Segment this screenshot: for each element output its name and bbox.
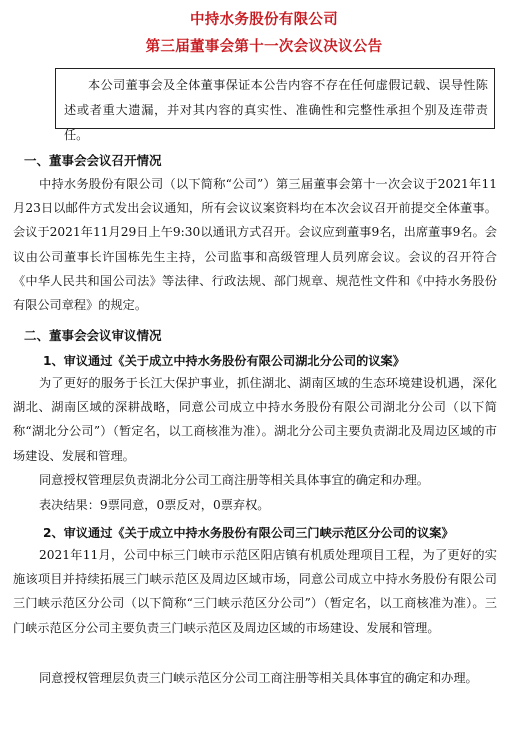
resolution-paragraph-sanmenxia-branch: 2021年11月，公司中标三门峡市示范区阳店镇有机质处理项目工程，为了更好的实施该项目并持续拓展三门峡示范区及周边区域市场，同意公司成立中持水务股份有限公司三门峡示范区分公司（以下简称“三门峡示范区分公司”）（暂定名，以工商核准为准）。三门峡示范区分公司主要负责三门峡示范区及周边区域的市场建设、发展和管理。: [13, 548, 497, 635]
section-heading-meeting-convening: 一、董事会会议召开情况: [24, 153, 162, 168]
resolution-authorization-sanmenxia-branch: 同意授权管理层负责三门峡示范区分公司工商注册等相关具体事宜的确定和办理。: [39, 671, 478, 685]
resolution-vote-result: 表决结果：9票同意，0票反对，0票弃权。: [39, 498, 270, 512]
section-heading-meeting-review: 二、董事会会议审议情况: [24, 328, 162, 343]
resolution-authorization-hubei-branch: 同意授权管理层负责湖北分公司工商注册等相关具体事宜的确定和办理。: [39, 473, 429, 487]
company-name: 中持水务股份有限公司: [190, 12, 338, 28]
section-paragraph-meeting-convening: 中持水务股份有限公司（以下简称“公司”）第三届董事会第十一次会议于2021年11月23日以邮件方式发出会议通知，所有会议议案资料均在本次会议召开前提交全体董事。会议于2021年11月29日上午9:30以通讯方式召开。会议应到董事9名，出席董事9名。会议由公司董事长许国栋先生主持，公司监事和高级管理人员列席会议。会议的召开符合《中华人民共和国公司法》等法律、行政法规、部门规章、规范性文件和《中持水务股份有限公司章程》的规定。: [13, 177, 497, 313]
disclaimer-box: 本公司董事会及全体董事保证本公告内容不存在任何虚假记载、误导性陈述或者重大遗漏，并对其内容的真实性、准确性和完整性承担个别及连带责任。: [55, 68, 495, 129]
announcement-title: 第三届董事会第十一次会议决议公告: [145, 39, 383, 55]
resolution-heading-sanmenxia-branch: 2、审议通过《关于成立中持水务股份有限公司三门峡示范区分公司的议案》: [43, 526, 454, 540]
resolution-heading-hubei-branch: 1、审议通过《关于成立中持水务股份有限公司湖北分公司的议案》: [43, 354, 405, 368]
resolution-paragraph-hubei-branch: 为了更好的服务于长江大保护事业，抓住湖北、湖南区域的生态环境建设机遇，深化湖北、湖南区域的深耕战略，同意公司成立中持水务股份有限公司湖北分公司（以下简称“湖北分公司”）（暂定名，以工商核准为准）。湖北分公司主要负责湖北及周边区域的市场建设、发展和管理。: [13, 376, 497, 463]
